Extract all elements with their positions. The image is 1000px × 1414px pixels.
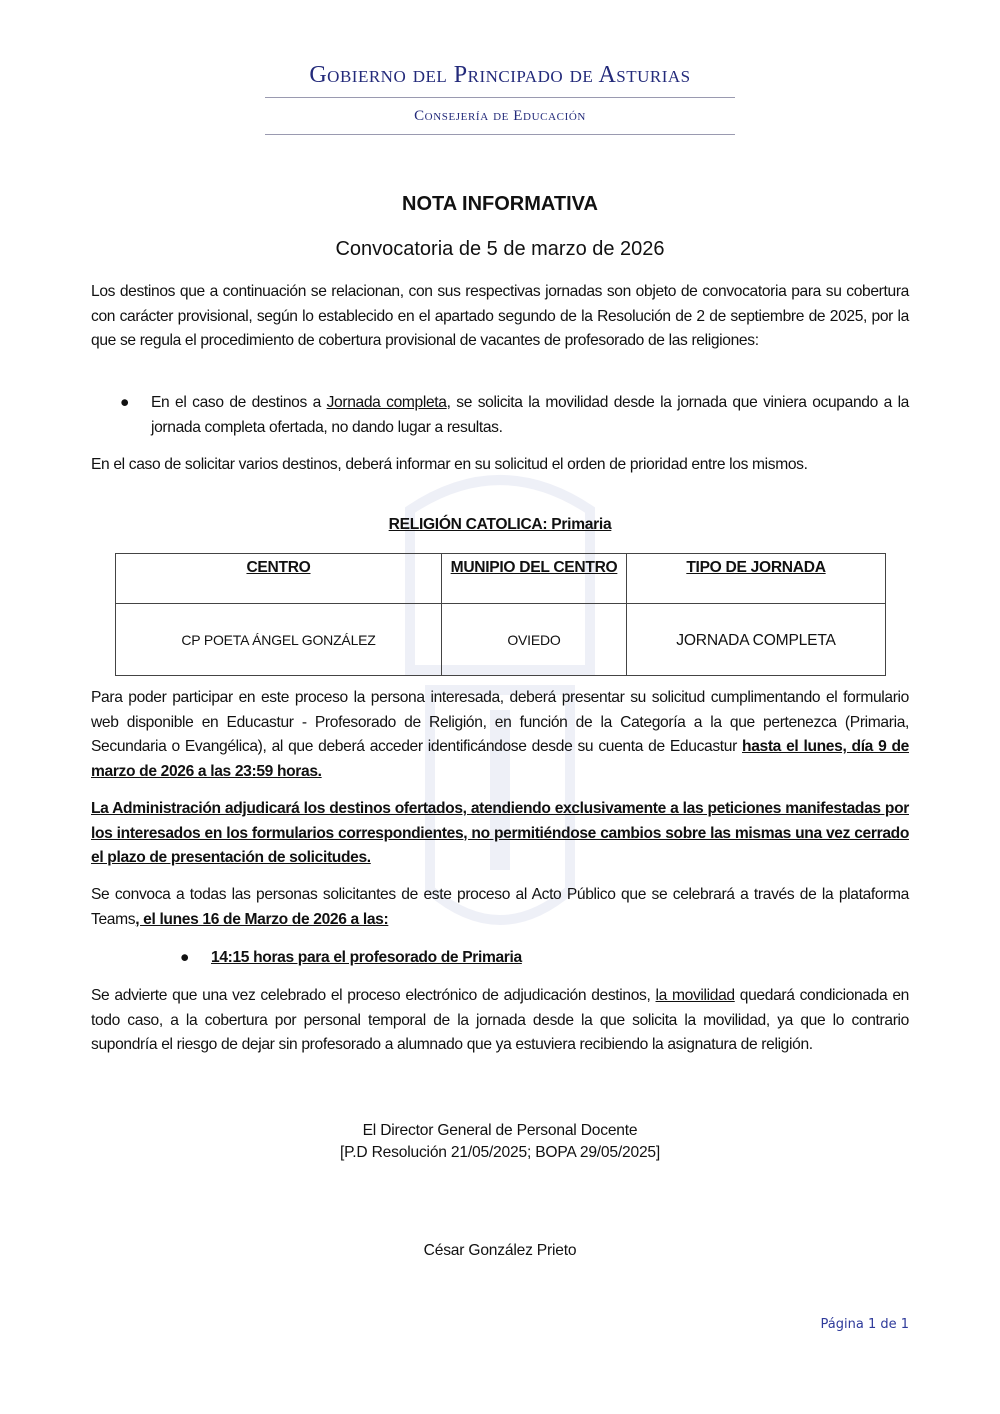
- org-title: Gobierno del Principado de Asturias: [309, 62, 691, 88]
- header-municipio: MUNIPIO DEL CENTRO: [442, 554, 627, 604]
- page-number: Página 1 de 1: [820, 1317, 909, 1332]
- signer-delegation: [P.D Resolución 21/05/2025; BOPA 29/05/2025]: [339, 1144, 661, 1161]
- section-title: RELIGIÓN CATOLICA: Primaria: [388, 516, 612, 533]
- movilidad-term: la movilidad: [655, 987, 735, 1004]
- warning-paragraph: Se advierte que una vez celebrado el proceso electrónico de adjudicación destinos, la movilidad quedará condicionada en todo caso, a la cobertura por personal temporal de la jornada desde la que solicita la movilidad, ya que lo contrario supondría el riesgo de dejar sin profesorado a alumnado que ya estuviera recibiendo la asignatura de religión.: [91, 987, 909, 1053]
- cell-municipio: OVIEDO: [442, 604, 627, 676]
- header-divider: [265, 134, 735, 135]
- document-title: NOTA INFORMATIVA: [402, 193, 598, 215]
- schedule-item: 14:15 horas para el profesorado de Primaria: [211, 949, 522, 966]
- cell-centro: CP POETA ÁNGEL GONZÁLEZ: [116, 604, 442, 676]
- table-row: [116, 604, 886, 676]
- document-subtitle: Convocatoria de 5 de marzo de 2026: [335, 238, 665, 260]
- cell-tipo-jornada: JORNADA COMPLETA: [627, 604, 886, 676]
- participation-paragraph: Para poder participar en este proceso la persona interesada, deberá presentar su solicitud cumplimentando el formulario web disponible en Educastur - Profesorado de Religión, en función de la Categoría a la que pertenezca (Primaria, Secundaria o Evangélica), al que deberá acceder identificándose desde su cuenta de Educastur hasta el lunes, día 9 de marzo de 2026 a las 23:59 horas.: [91, 689, 909, 780]
- department-name: Consejería de Educación: [414, 108, 586, 124]
- bullet-icon: ●: [120, 394, 130, 411]
- signer-name: César González Prieto: [423, 1242, 577, 1259]
- header-divider: [265, 97, 735, 98]
- intro-paragraph: Los destinos que a continuación se relacionan, con sus respectivas jornadas son objeto de convocatoria para su cobertura con carácter provisional, según lo establecido en el apartado segundo de la Resolución de 2 de septiembre de 2025, por la que se regula el procedimiento de cobertura provisional de vacantes de profesorado de las religiones:: [91, 283, 909, 349]
- destinations-table: [115, 553, 886, 676]
- convocation-date: , el lunes 16 de Marzo de 2026 a las:: [135, 910, 389, 928]
- header-tipo-jornada: TIPO DE JORNADA: [627, 554, 886, 604]
- convocation-paragraph: Se convoca a todas las personas solicitantes de este proceso al Acto Público que se celebrará a través de la plataforma Teams, el lunes 16 de Marzo de 2026 a las:: [91, 886, 909, 928]
- deadline-text: hasta el lunes, día 9 de marzo de 2026 a las 23:59 horas.: [91, 738, 909, 780]
- jornada-completa-term: Jornada completa: [326, 394, 447, 411]
- priority-note: En el caso de solicitar varios destinos, deberá informar en su solicitud el orden de prioridad entre los mismos.: [91, 456, 808, 473]
- bullet-icon: ●: [180, 949, 190, 966]
- bullet-jornada-completa: En el caso de destinos a Jornada completa, se solicita la movilidad desde la jornada que viniera ocupando a la jornada completa ofertada, no dando lugar a resultas.: [151, 394, 910, 436]
- letterhead: [265, 58, 735, 140]
- header-centro: CENTRO: [116, 554, 442, 604]
- adjudication-notice: La Administración adjudicará los destinos ofertados, atendiendo exclusivamente a las peticiones manifestadas por los interesados en los formularios correspondientes, no permitiéndose cambios sobre las mismas una vez cerrado el plazo de presentación de solicitudes.: [91, 800, 909, 866]
- signer-role: El Director General de Personal Docente: [362, 1122, 638, 1139]
